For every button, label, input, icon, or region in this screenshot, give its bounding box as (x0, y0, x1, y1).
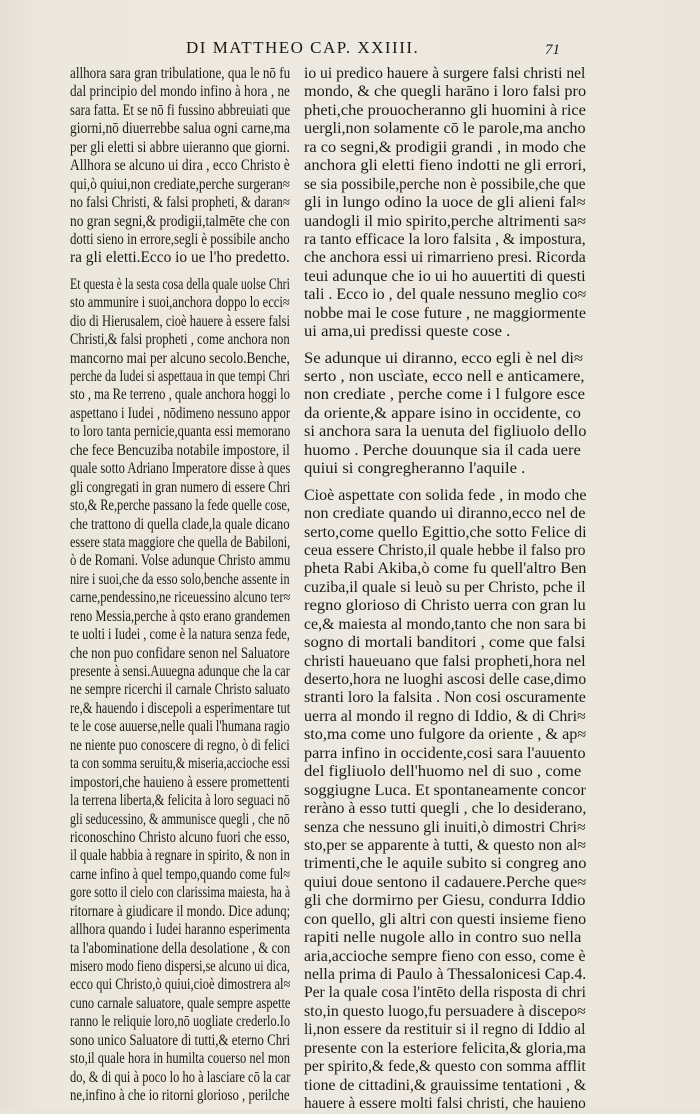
text-line: che fece Bencuziba notabile impostore, il (70, 441, 290, 459)
text-line: ra tanto efficace la loro falsita , & impostura, (304, 230, 586, 248)
text-line: senza che nessuno gli inuiti,ò dimostri Chri≈ (304, 818, 586, 836)
text-line: uerra al mondo il regno di Iddio, & di Chri≈ (304, 707, 586, 725)
text-line: gli in lungo odino la uoce de gli alieni fal≈ (304, 194, 586, 212)
text-line: ecco qui Christo,ò quiui,cioè dimostrera al≈ (70, 976, 291, 994)
text-line: impostori,che hauieno à essere promettenti (70, 773, 290, 791)
text-line: sto,il quale hora in humilta couerso nel mon (70, 1050, 291, 1068)
text-line: do, & di qui à poco lo ho à lasciare cō la car (70, 1068, 291, 1086)
text-line: nire i suoi,che da esso solo,benche assente in (70, 570, 290, 588)
text-line: sto,in questo luogo,fu persuadere à discepo≈ (304, 1002, 586, 1020)
left-text-column (70, 65, 290, 1106)
text-line: ta con somma seruitu,& miseria,accioche essi (70, 755, 290, 773)
right-text-column (304, 65, 586, 1114)
text-line: christi haueuano que falsi propheti,hora nel (304, 652, 586, 670)
text-line: serto , non uscìate, ecco nell e anticamere, (304, 368, 585, 385)
text-line: teui adunque che io ui ho auuertiti di questi (304, 267, 586, 285)
text-line: ce,& maiesta al mondo,tanto che non sara bi (304, 615, 587, 633)
text-line: quale sotto Adriano Imperatore disse à ques (70, 460, 291, 478)
text-line: trimenti,che le aquile subito si congreg ano (304, 855, 587, 873)
text-line: riconoschino Christo alcuno fuori che esso, (70, 828, 290, 846)
text-line: ceua essere Christo,il quale hebbe il falso pro (304, 541, 586, 559)
text-line: ranno le reliquie loro,nō uogliate crederlo.Io (70, 1013, 291, 1031)
text-line: sara fatta. Et se nō fi fussino abbreuiati que (70, 101, 291, 119)
text-line: anchora gli eletti fieno indotti ne gli errori, (304, 157, 587, 175)
text-line: gli congregati in gran numero di essere Chri (70, 478, 291, 496)
text-line: del figliuolo dell'huomo nel di suo , come (304, 763, 582, 781)
text-line: ta l'abominatione della desolatione , & con (70, 939, 291, 957)
text-line: dal principio del mondo infino à hora , ne (70, 83, 290, 101)
text-line: che trattono di quella clade,la quale dicano (70, 515, 290, 533)
text-line: la terrena liberta,& felicita à loro seguaci nō (70, 792, 290, 810)
text-line: aspettano i Iudei , nōdimeno nessuno appor (70, 404, 291, 422)
running-head: DI MATTHEO CAP. XXIIII. (186, 38, 420, 57)
text-line: da oriente,& appare isino in occidente, co (304, 404, 581, 422)
text-line: mondo, & che quegli harāno i loro falsi pro (304, 83, 587, 101)
text-line: gli seducessino, & ammunisce quegli , che nō (70, 810, 290, 828)
text-line: Cioè aspettate con solida fede , in modo che (304, 486, 587, 504)
text-line: dotti sieno in errore,segli è possibile ancho (70, 230, 290, 248)
text-line: ra co segni,& prodigii grandi , in modo che (304, 138, 586, 156)
text-line: pheti,che prouocheranno gli huomini à rice (304, 101, 586, 119)
text-line: il quale habbia à regnare in spirito, & non in (70, 847, 290, 865)
paragraph (304, 65, 586, 342)
text-line: allhora quando i Iudei haranno esperimenta (70, 921, 291, 939)
text-line: con quello, gli altri con questi insieme fieno (304, 910, 587, 928)
text-line: no gran segni,& prodigii,talmēte che con (70, 212, 290, 230)
text-line: serto,come quello Egittio,che sotto Felice di (304, 523, 587, 541)
text-line: che anchora essi ui rimarrieno presi. Ricorda (304, 249, 586, 267)
text-line: rapiti nelle nugole allo in contro suo nella (304, 929, 582, 947)
text-line: stranti loro la falsita . Non cosi oscuramente (304, 689, 586, 707)
text-line: parra infino in occidente,cosi sara l'auuento (304, 744, 586, 762)
text-line: nella prima di Paulo à Thessalonicesi Cap.4. (304, 966, 587, 983)
text-line: hauere à essere molti falsi christi, che hauieno (304, 1095, 586, 1113)
text-line: cuziba,il quale si leuò su per Christo, pche il (304, 578, 586, 596)
text-line: si anchora sara la uenuta del figliuolo dello (304, 423, 587, 441)
text-line: giorni,nō diuerrebbe salua ogni carne,ma (70, 120, 291, 138)
text-line: perche da Iudei si aspettaua in que tempi Chri (70, 368, 291, 385)
text-line: li,non essere da restituir si il regno di Iddio al (304, 1021, 586, 1039)
text-line: misero modo fieno dispersi,se alcuno ui dica, (70, 958, 290, 975)
text-line: re,& hauendo i discepoli a esperimentare tut (70, 699, 291, 717)
text-line: allhora sara gran tribulatione, qua le nō fu (70, 65, 291, 82)
text-line: ne niente puo conoscere di regno, ò di felici (70, 736, 290, 754)
text-line: regno glorioso di Christo uerra con gran lu (304, 597, 586, 615)
text-line: soggiugne Luca. Et spontaneamente concor (304, 781, 586, 799)
text-line: sto,per se apparente à tutti, & questo non al≈ (304, 836, 587, 854)
text-line: presente à sensi.Auuegna adunque che la car (70, 663, 290, 680)
text-line: te uolti i Iudei , come è la natura senza fede, (70, 626, 290, 644)
text-line: quiui doue sentono il cadauere.Perche que≈ (304, 873, 587, 891)
text-line: se sia possibile,perche non è possibile,che que (304, 175, 586, 193)
text-line: Allhora se alcuno ui dira , ecco Christo è (70, 157, 290, 175)
text-line: carne,pendessino,ne riceuessino alcuno ter≈ (70, 589, 291, 607)
text-line: gore sotto il cielo con clarissima maiesta, ha à (70, 884, 291, 902)
paragraph (304, 487, 586, 1114)
text-line: presente con la esteriore felicita,& gloria,ma (304, 1039, 586, 1057)
text-line: pheta Rabi Akiba,ò come fu quell'altro Ben (304, 560, 587, 578)
text-line: ra gli eletti.Ecco io ue l'ho predetto. (70, 249, 290, 267)
text-line: no falsi Christi, & falsi propheti, & daran≈ (70, 194, 290, 212)
text-line: per spirito,& fede,& questo con somma afflit (304, 1058, 586, 1076)
text-line: tali . Ecco io , del quale nessuno meglio co≈ (304, 286, 587, 304)
paragraph (70, 65, 290, 268)
text-line: ò de Romani. Volse adunque Christo ammu (70, 552, 291, 570)
text-line: cuno carnale saluatore, quale sempre aspette (70, 994, 291, 1012)
text-line: te le cose auuerse,nelle quali l'humana ragio (70, 718, 290, 736)
text-line: nobbe mai le cose future , ne maggiormente (304, 304, 586, 322)
text-line: ne,infino à che io ritorni glorioso , perilche (70, 1087, 290, 1105)
text-line: mancorno mai per alcuno secolo.Benche, (70, 349, 290, 367)
paragraph (70, 276, 290, 1106)
text-line: sto , ma Re terreno , quale anchora hoggi lo (70, 386, 290, 404)
text-line: qui,ò quiui,non crediate,perche surgeran≈ (70, 175, 290, 193)
text-line: reno Messia,perche à qsto erano grandemen (70, 607, 291, 625)
text-line: io ui predico hauere à surgere falsi christi nel (304, 65, 586, 82)
text-line: dio di Hierusalem, cioè hauere à essere falsi (70, 312, 291, 330)
text-line: to loro tanta pernicie,quanta essi memorano (70, 423, 291, 441)
text-line: quiui si congregheranno l'aquile . (304, 460, 526, 478)
text-line: sto,& Re,perche passano la fede quelle cose, (70, 497, 290, 515)
text-line: Et questa è la sesta cosa della quale uolse Chri (70, 275, 290, 293)
paragraph-gap (304, 479, 586, 487)
text-line: non crediate quando ui diranno,ecco nel de (304, 505, 586, 523)
text-line: huomo . Perche douunque sia il cada uere (304, 441, 581, 459)
paragraph-gap (304, 342, 586, 350)
text-line: reràno à esso tutti quegli , che lo desiderano, (304, 800, 587, 818)
text-line: sto ammunire i suoi,anchora doppo lo ecci≈ (70, 294, 290, 312)
paragraph-gap (70, 268, 290, 276)
text-line: tione de cittadini,& grauissime tentationi , & (304, 1076, 587, 1094)
text-line: carne infino à quel tempo,quando come ful≈ (70, 865, 291, 883)
text-line: Se adunque ui diranno, ecco egli è nel di≈ (304, 349, 584, 367)
text-line: Christi,& falsi propheti , come anchora non (70, 331, 290, 349)
text-line: deserto,hora ne luoghi ascosi delle case,dimo (304, 671, 587, 688)
text-line: per gli eletti si abbre uieranno que giorni. (70, 138, 290, 156)
text-line: sto,ma come uno fulgore da oriente , & ap≈ (304, 726, 587, 744)
paragraph (304, 350, 586, 479)
text-line: sogno di mortali banditori , come que falsi (304, 634, 586, 652)
text-line: ne sempre ricerchi il carnale Christo saluato (70, 681, 291, 699)
text-line: che non puo confidare senon nel Saluatore (70, 644, 290, 662)
text-line: sono unico Saluatore di tutti,& eterno Chri (70, 1031, 291, 1049)
text-line: Per la quale cosa l'intēto della risposta di chri (304, 984, 586, 1002)
text-line: uergli,non solamente cō le parole,ma ancho (304, 120, 586, 138)
text-line: ui ama,ui predissi queste cose . (304, 323, 511, 341)
page-number: 71 (545, 42, 560, 58)
text-line: ritornare à giudicare il mondo. Dice adunq; (70, 902, 291, 920)
text-line: gli che dormirno per Giesu, condurra Iddio (304, 892, 586, 910)
text-line: non crediate , perche come i l fulgore esce (304, 386, 586, 404)
text-line: uandogli il mio spirito,perche altrimenti sa≈ (304, 212, 586, 230)
text-line: essere stata maggiore che quella de Babiloni, (70, 533, 291, 551)
text-line: aria,accioche sempre fieno con esso, come è (304, 947, 586, 965)
